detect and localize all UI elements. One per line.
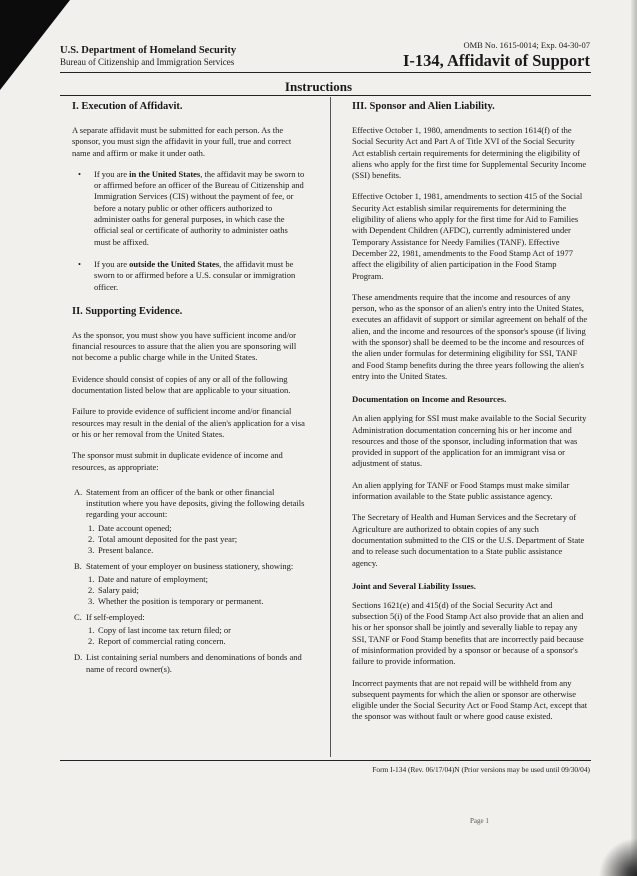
documentation-subheading: Documentation on Income and Resources. [352, 394, 507, 405]
sub-text: Whether the position is temporary or permanent. [98, 596, 264, 607]
instructions-title: Instructions [284, 79, 353, 94]
sub-item [86, 523, 306, 534]
sub-text: Report of commercial rating concern. [98, 636, 226, 647]
bullet-icon: • [78, 258, 81, 269]
sub-item [86, 625, 306, 636]
item-text: List containing serial numbers and denominations of bonds and name of record owner(s). [86, 652, 302, 674]
bullet-in-us-post: , the affidavit may be sworn to or affirmed before an officer of the Bureau of Citizenship and Immigration Services (CIS) without the payment of fee, or before a notary public or other officers authorized to administer oaths for general purposes, in which case the official seal or certificate of authority to administer oaths must be affixed. [94, 168, 305, 247]
item-text: Statement of your employer on business stationery, showing: [86, 560, 294, 571]
sub-item [86, 636, 306, 647]
item-letter: C. [74, 612, 82, 623]
item-letter: B. [74, 560, 82, 571]
footer-rule [60, 760, 591, 761]
sub-num: 2. [88, 636, 95, 647]
bullet-outside-us-pre: If you are [94, 258, 130, 269]
sub-num: 1. [88, 522, 95, 533]
section-3-heading: III. Sponsor and Alien Liability. [352, 101, 495, 112]
section-3-paragraph: Effective October 1, 1981, amendments to section 415 of the Social Security Act establish similar requirements for determining the eligibility of aliens who apply for the first time for Aid to Families with Dependent Children (AFDC), currently administered under Temporary Assistance for Needy Families (TANF). Effective December 22, 1981, amendments to the Food Stamp Act of 1977 affect the eligibility of alien participation in the Food Stamp Program. [352, 191, 583, 281]
sub-text: Copy of last income tax return filed; or [98, 625, 231, 636]
section-3-paragraph: An alien applying for SSI must make available to the Social Security Administration documentation concerning his or her income and resources and those of the sponsor, including information that was provided in support of the application for an immigrant visa or adjustment of status. [352, 413, 587, 469]
section-3-paragraph: The Secretary of Health and Human Services and the Secretary of Agriculture are authorized to obtain copies of any such documentation submitted to the CIS or the U.S. Department of State and to release such documentation to a State public assistance agency. [352, 512, 585, 568]
bullet-in-us-pre: If you are [94, 168, 130, 179]
header-left [60, 44, 236, 68]
page-number: Page 1 [470, 817, 489, 825]
bullet-outside-us [72, 259, 306, 293]
item-letter: D. [74, 652, 83, 663]
form-revision-footer: Form I-134 (Rev. 06/17/04)N (Prior versions may be used until 09/30/04) [372, 765, 590, 774]
bureau-name: Bureau of Citizenship and Immigration Services [60, 57, 235, 67]
sub-num: 3. [88, 596, 95, 607]
bullet-icon: • [78, 168, 81, 179]
section-2-paragraph: Evidence should consist of copies of any or all of the following documentation listed below that are applicable to your situation. [72, 373, 291, 396]
section-2-heading: II. Supporting Evidence. [72, 305, 183, 317]
section-3-paragraph: Effective October 1, 1980, amendments to section 1614(f) of the Social Security Act and Part A of Title XVI of the Social Security Act establish certain requirements for determining the eligibility of aliens who apply for the first time for Supplemental Security Income (SSI) benefits. [352, 125, 587, 181]
section-2-paragraph: The sponsor must submit in duplicate evidence of income and resources, as appropriate: [72, 450, 283, 472]
sub-item [86, 585, 306, 596]
section-3-paragraph: Incorrect payments that are not repaid will be withheld from any subsequent payments for which the alien or sponsor are otherwise eligible under the Social Security Act or Food Stamp Act, except that the sponsor was without fault or where good cause existed. [352, 677, 588, 722]
evidence-item-b [72, 561, 306, 607]
sub-list [86, 625, 306, 647]
item-text: If self-employed: [86, 612, 145, 623]
form-title: I-134, Affidavit of Support [402, 51, 590, 70]
sub-text: Salary paid; [98, 585, 139, 596]
bullet-in-us [72, 169, 306, 248]
evidence-item-c [72, 612, 306, 647]
sub-list [86, 523, 306, 556]
sub-num: 2. [88, 533, 95, 544]
bullet-outside-us-bold: outside the United States [129, 258, 220, 269]
sub-item [86, 596, 306, 607]
column-divider [330, 97, 331, 757]
evidence-item-a [72, 487, 306, 556]
bullet-outside-us-post: , the affidavit must be sworn to or affirmed before a U.S. consular or immigration officer. [94, 258, 296, 292]
header-rule [60, 72, 591, 73]
sub-text: Date and nature of employment; [98, 574, 208, 585]
section-2-paragraph: Failure to provide evidence of sufficient income and/or financial resources may result in the denial of the alien's application for a visa or his or her removal from the United States. [72, 406, 305, 439]
sub-item [86, 545, 306, 556]
section-1-heading: I. Execution of Affidavit. [72, 101, 183, 112]
section-3-paragraph: These amendments require that the income and resources of any person, who as the sponsor of an alien's entry into the United States, executes an affidavit of support or similar agreement on behalf of the alien, and the income and resources of the sponsor's spouse (if living with the sponsor) shall be deemed to be the income and resources of the alien under formulas for determining eligibility for SSI, TANF and Food Stamp benefits during the three years following the alien's entry into the United States. [352, 291, 588, 381]
section-1-intro: A separate affidavit must be submitted for each person. As the sponsor, you must sign the affidavit in your full, true and correct name and affirm or make it under oath. [72, 125, 292, 158]
left-column [72, 100, 306, 680]
sub-text: Total amount deposited for the past year; [98, 533, 238, 544]
scan-shadow-bottom [597, 836, 637, 876]
sub-num: 2. [88, 585, 95, 596]
omb-number: OMB No. 1615-0014; Exp. 04-30-07 [463, 40, 590, 50]
right-column [352, 100, 588, 733]
item-letter: A. [74, 486, 83, 497]
section-1-bullets [72, 169, 306, 293]
sub-num: 3. [88, 544, 95, 555]
instructions-rule [60, 95, 591, 96]
agency-name: U.S. Department of Homeland Security [60, 45, 237, 56]
section-2-paragraph: As the sponsor, you must show you have sufficient income and/or financial resources to assure that the alien you are sponsoring will not become a public charge while in the United States. [72, 329, 297, 363]
sub-list [86, 574, 306, 607]
liability-subheading: Joint and Several Liability Issues. [352, 580, 476, 591]
sub-num: 1. [88, 625, 95, 636]
scan-shadow-edge [631, 0, 637, 876]
item-text: Statement from an officer of the bank or other financial institution where you have deposits, giving the following details regarding your account: [86, 486, 305, 520]
sub-num: 1. [88, 574, 95, 585]
section-3-paragraph: An alien applying for TANF or Food Stamps must make similar information available to the State public assistance agency. [352, 479, 570, 502]
evidence-list [72, 487, 306, 675]
sub-text: Date account opened; [98, 522, 172, 533]
evidence-item-d [72, 652, 306, 675]
sub-text: Present balance. [98, 544, 154, 555]
bullet-in-us-bold: in the United States [129, 168, 201, 179]
sub-item [86, 574, 306, 585]
sub-item [86, 534, 306, 545]
section-3-paragraph: Sections 1621(e) and 415(d) of the Social Security Act and subsection 5(i) of the Food Stamp Act also provide that an alien and his or her sponsor shall be jointly and severally liable to repay any SSI, TANF or Food Stamp benefits that are incorrectly paid because of misinformation provided by a sponsor or because of a sponsor's failure to provide information. [352, 599, 584, 667]
header-right [403, 40, 590, 71]
